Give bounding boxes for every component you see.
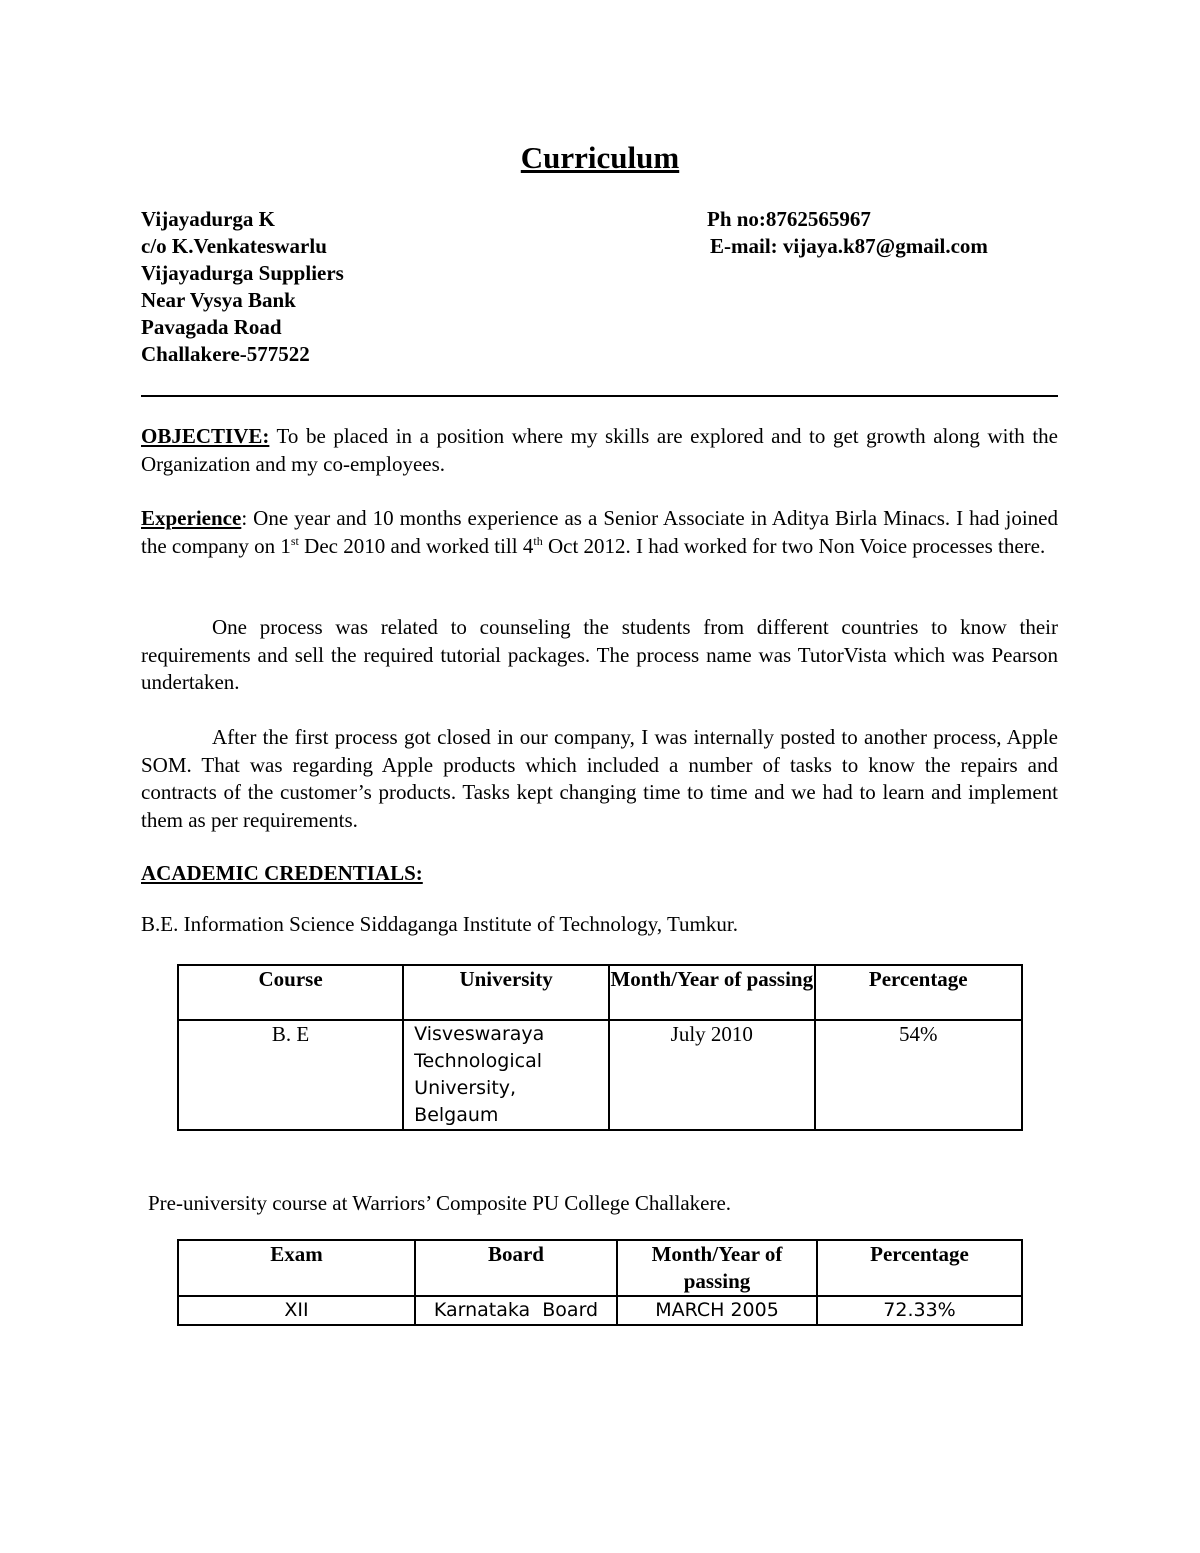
email-address[interactable]: E-mail: vijaya.k87@gmail.com — [710, 234, 988, 258]
address-line: Vijayadurga Suppliers — [141, 261, 344, 285]
column-header: University — [403, 965, 609, 1020]
header-divider — [141, 395, 1058, 397]
address-block — [141, 206, 344, 368]
column-header: Exam — [178, 1240, 415, 1296]
column-header: Board — [415, 1240, 617, 1296]
table-row — [178, 1020, 1022, 1130]
experience-section — [141, 505, 1058, 560]
objective-heading: OBJECTIVE: — [141, 424, 270, 448]
table-cell: B. E — [178, 1020, 403, 1130]
column-header: Month/Year of passing — [609, 965, 815, 1020]
experience-paragraph-3: After the first process got closed in our company, I was internally posted to another process, Apple SOM. That was regarding Apple products which included a number of tasks to know the repairs and contracts of the customer’s products. Tasks kept changing time to time and we had to learn and implement them as per requirements. — [141, 725, 1058, 832]
table-header-row — [178, 965, 1022, 1020]
column-header: Course — [178, 965, 403, 1020]
table-cell: 72.33% — [817, 1296, 1022, 1325]
column-header: Month/Year of passing — [617, 1240, 817, 1296]
table-cell: Visveswaraya Technological University, Belgaum — [403, 1020, 609, 1130]
academic-heading: ACADEMIC CREDENTIALS: — [141, 861, 423, 885]
experience-paragraph-2: One process was related to counseling the students from different countries to know their requirements and sell the required tutorial packages. The process name was TutorVista which was Pearson undertaken. — [141, 615, 1058, 694]
pu-table — [177, 1239, 1023, 1326]
objective-section — [141, 423, 1058, 478]
be-institute-line: B.E. Information Science Siddaganga Institute of Technology, Tumkur. — [141, 912, 738, 936]
document-title: Curriculum — [520, 140, 680, 175]
ordinal-suffix: st — [290, 533, 299, 548]
experience-text: Oct 2012. I had worked for two Non Voice processes there. — [542, 533, 1046, 558]
column-header: Percentage — [817, 1240, 1022, 1296]
address-line: Near Vysya Bank — [141, 288, 296, 312]
objective-text: To be placed in a position where my skills are explored and to get growth along with the Organization and my co-employees. — [141, 424, 1058, 476]
table-cell: MARCH 2005 — [617, 1296, 817, 1325]
table-cell: XII — [178, 1296, 415, 1325]
pu-institute-line: Pre-university course at Warriors’ Composite PU College Challakere. — [148, 1191, 732, 1215]
address-line: Pavagada Road — [141, 315, 282, 339]
experience-text: : One year and 10 months experience as a Senior Associate in Aditya Birla Minacs. I had joined the company on 1 — [141, 506, 1058, 558]
address-city: Challakere-577522 — [141, 342, 310, 366]
column-header: Percentage — [815, 965, 1022, 1020]
academic-section — [141, 860, 1058, 888]
candidate-name: Vijayadurga K — [141, 207, 275, 231]
experience-text: Dec 2010 and worked till 4 — [298, 533, 534, 558]
table-header-row — [178, 1240, 1022, 1296]
table-cell: 54% — [815, 1020, 1022, 1130]
phone-number: Ph no:8762565967 — [707, 207, 871, 231]
table-cell: Karnataka Board — [415, 1296, 617, 1325]
experience-heading: Experience — [141, 506, 242, 530]
ordinal-suffix: th — [533, 533, 543, 548]
address-care-of: c/o K.Venkateswarlu — [141, 234, 327, 258]
table-cell: July 2010 — [609, 1020, 815, 1130]
table-row — [178, 1296, 1022, 1325]
degree-table — [177, 964, 1023, 1131]
